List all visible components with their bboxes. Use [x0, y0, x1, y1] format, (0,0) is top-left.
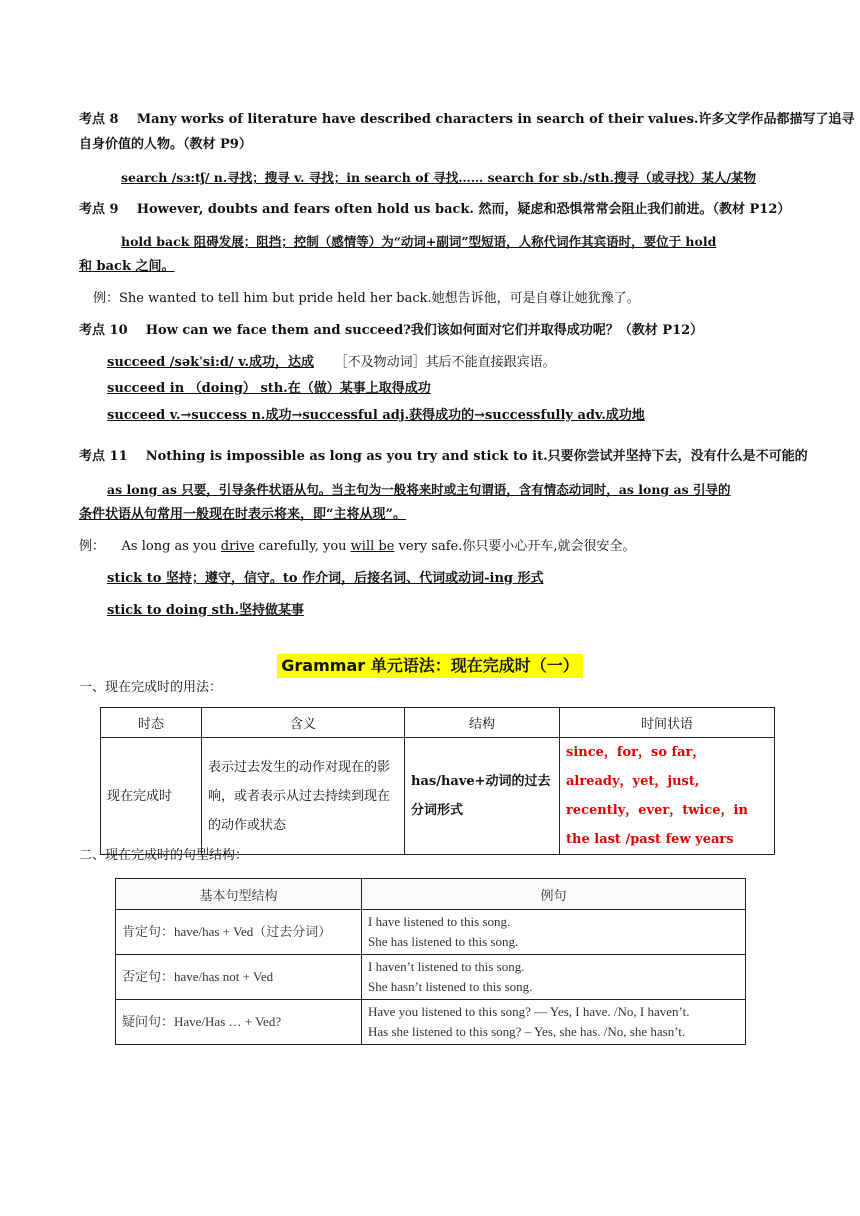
pattern-table	[115, 878, 746, 1045]
table-row	[101, 738, 775, 855]
cell-pattern: 疑问句：Have/Has … + Ved?	[116, 1000, 362, 1045]
cell-examples	[362, 910, 746, 955]
header-tense: 时态	[101, 708, 202, 738]
k11-line	[79, 447, 808, 467]
k11-example-text-b: carefully, you	[254, 539, 351, 554]
k8-note: search /sɜ:tʃ/ n.寻找；搜寻 v. 寻找；in search of 寻找…… search for sb./sth.搜寻（或寻找）某人/某物	[121, 170, 757, 185]
k10-note-c: succeed v.→success n.成功→successful adj.获得成功的→successfully adv.成功地	[107, 408, 645, 423]
header-meaning: 含义	[202, 708, 405, 738]
cell-meaning: 表示过去发生的动作对现在的影响，或者表示从过去持续到现在的动作或状态	[202, 738, 405, 855]
k10-note-b: succeed in （doing） sth.在（做）某事上取得成功	[107, 381, 431, 396]
k11-note-a: as long as 只要，引导条件状语从句。当主句为一般将来时或主句谓语，含有情态动词时，as long as 引导的	[107, 482, 731, 497]
k11-sentence: Nothing is impossible as long as you try and stick to it.只要你尝试并坚持下去，没有什么是不可能的	[145, 449, 808, 464]
example-line: I haven’t listened to this song.	[368, 959, 525, 974]
k11-note-c: stick to 坚持；遵守，信守。to 作介词，后接名词、代词或动词-ing 形式	[107, 571, 544, 586]
example-line: Have you listened to this song? — Yes, I have. /No, I haven’t.	[368, 1004, 690, 1019]
k9-sentence: However, doubts and fears often hold us back. 然而，疑虑和恐惧常常会阻止我们前进。（教材 P12）	[136, 202, 791, 217]
k10-sentence: How can we face them and succeed?我们该如何面对它们并取得成功呢？（教材 P12）	[145, 323, 704, 338]
cell-pattern: 肯定句：have/has + Ved（过去分词）	[116, 910, 362, 955]
k11-example-text-c: very safe.你只要小心开车,就会很安全。	[394, 539, 636, 554]
k11-example-prefix: 例：	[79, 539, 106, 554]
grammar-title: Grammar 单元语法：现在完成时（一）	[277, 654, 583, 678]
k8-line1	[79, 110, 855, 130]
grammar-section1: 一、现在完成时的用法：	[79, 680, 223, 695]
k9-note-a: hold back 阻碍发展；阻挡；控制（感情等）为“动词+副词”型短语，人称代词作其宾语时，要位于 hold	[121, 234, 717, 249]
k9-example: 例：She wanted to tell him but pride held her back.她想告诉他，可是自尊让她犹豫了。	[93, 291, 640, 306]
cell-tense: 现在完成时	[101, 738, 202, 855]
header-pattern: 基本句型结构	[116, 879, 362, 910]
cell-adverbials: since，for，so far，already，yet，just, recently，ever，twice，in the last /past few years	[560, 738, 775, 855]
usage-table	[100, 707, 775, 855]
table-row	[116, 1000, 746, 1045]
header-structure: 结构	[405, 708, 560, 738]
example-line: She has listened to this song.	[368, 934, 519, 949]
k10-note-a: succeed /səkˈsi:d/ v.成功，达成	[107, 355, 314, 370]
k9-label: 考点 9	[79, 202, 119, 217]
k9-line	[79, 200, 791, 220]
table-row	[116, 910, 746, 955]
header-adverbials: 时间状语	[560, 708, 775, 738]
k10-label: 考点 10	[79, 323, 128, 338]
k11-example-text-a: As long as you	[121, 539, 221, 554]
k11-label: 考点 11	[79, 449, 128, 464]
k8-line2: 自身价值的人物。（教材 P9）	[79, 137, 252, 152]
k10-note-a-line	[107, 353, 813, 373]
example-line: She hasn’t listened to this song.	[368, 979, 533, 994]
k11-example-willbe: will be	[350, 539, 395, 554]
cell-examples	[362, 955, 746, 1000]
k11-note-d: stick to doing sth.坚持做某事	[107, 603, 304, 618]
cell-pattern: 否定句：have/has not + Ved	[116, 955, 362, 1000]
k11-note-b: 条件状语从句常用一般现在时表示将来，即“主将从现”。	[79, 507, 406, 522]
pattern-table-header	[116, 879, 746, 910]
cell-examples	[362, 1000, 746, 1045]
k9-note-b: 和 back 之间。	[79, 259, 175, 274]
k8-label: 考点 8	[79, 112, 119, 127]
k8-sentence-cn: 许多文学作品都描写了追寻	[698, 112, 855, 127]
k11-example-drive: drive	[220, 539, 255, 554]
k10-line	[79, 321, 785, 341]
grammar-section2: 二、现在完成时的句型结构：	[79, 848, 249, 863]
cell-structure: has/have+动词的过去分词形式	[405, 738, 560, 855]
usage-table-header	[101, 708, 775, 738]
example-line: Has she listened to this song? – Yes, she has. /No, she hasn’t.	[368, 1024, 686, 1039]
k11-example	[79, 537, 785, 557]
header-example: 例句	[362, 879, 746, 910]
k8-sentence: Many works of literature have described characters in search of their values.	[136, 112, 699, 127]
table-row	[116, 955, 746, 1000]
example-line: I have listened to this song.	[368, 914, 511, 929]
k10-note-a-tail: ［不及物动词］其后不能直接跟宾语。	[334, 355, 556, 370]
